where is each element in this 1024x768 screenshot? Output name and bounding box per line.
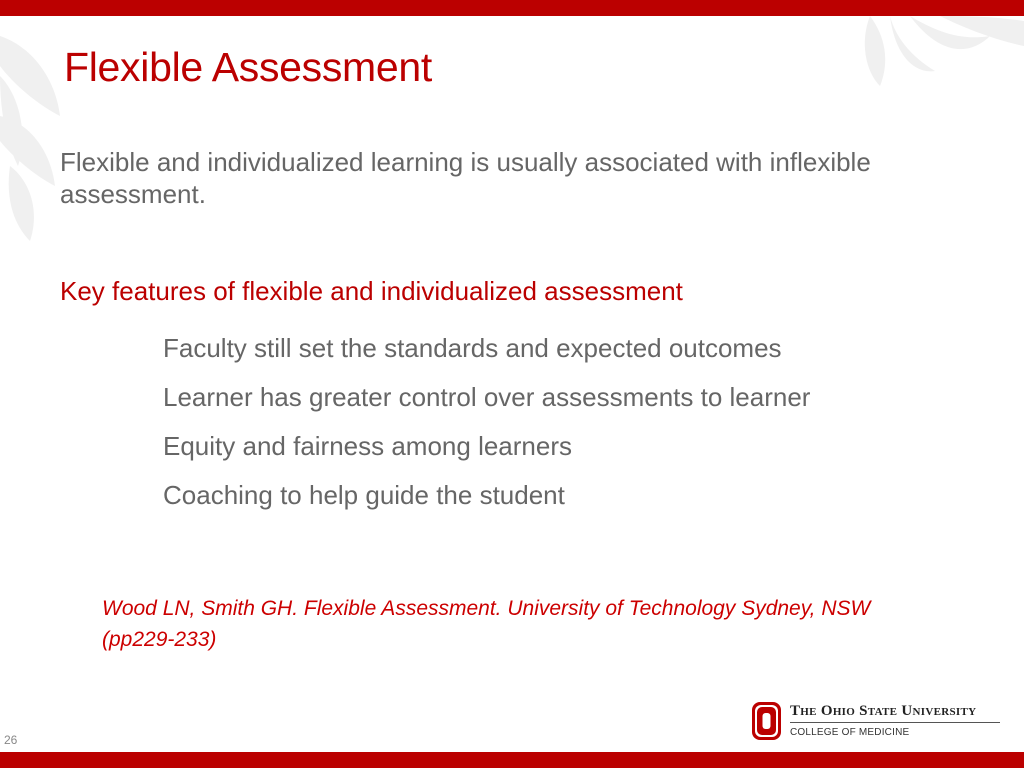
college-name: COLLEGE OF MEDICINE [790,727,910,738]
features-list [163,324,810,520]
feature-item: Equity and fairness among learners [163,431,573,461]
citation: Wood LN, Smith GH. Flexible Assessment. University of Technology Sydney, NSW (pp229-233) [102,597,871,651]
top-accent-bar [0,0,1024,16]
block-o-logo-icon [752,702,781,740]
bottom-accent-bar [0,752,1024,768]
features-subheading: Key features of flexible and individualized assessment [60,276,683,306]
slide-number: 26 [4,733,18,747]
slide-title: Flexible Assessment [64,44,433,90]
intro-paragraph: Flexible and individualized learning is usually associated with inflexible assessment. [60,147,871,209]
feature-item: Coaching to help guide the student [163,480,565,510]
logo-divider [790,722,1000,723]
buckeye-leaf-watermark-right [840,16,1024,96]
feature-item: Faculty still set the standards and expected outcomes [163,333,782,363]
university-name: The Ohio State University [790,703,977,719]
feature-item: Learner has greater control over assessments to learner [163,382,811,412]
university-logo [752,702,1004,742]
